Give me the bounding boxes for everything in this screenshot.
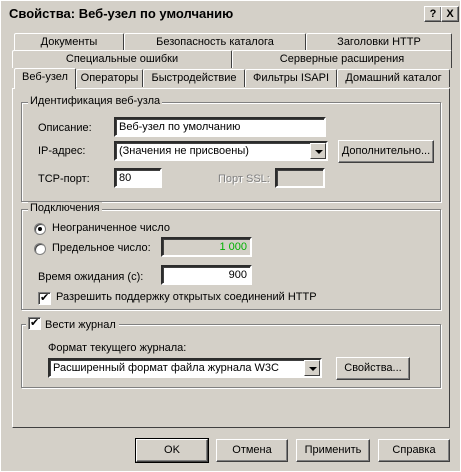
help-title-button[interactable]: ? bbox=[424, 6, 442, 22]
tab-performance[interactable]: Быстродействие bbox=[143, 69, 245, 87]
ip-address-label: IP-адрес: bbox=[38, 145, 86, 157]
description-label: Описание: bbox=[38, 122, 92, 134]
log-format-label: Формат текущего журнала: bbox=[48, 342, 187, 354]
apply-button[interactable]: Применить bbox=[296, 439, 370, 462]
log-properties-button[interactable]: Свойства... bbox=[336, 357, 410, 380]
ssl-port-label: Порт SSL: bbox=[218, 173, 270, 185]
ok-button[interactable]: OK bbox=[136, 439, 208, 462]
identification-legend: Идентификация веб-узла bbox=[30, 95, 161, 107]
keepalive-label: Разрешить поддержку открытых соединений HTTP bbox=[56, 291, 317, 303]
unlimited-label: Неограниченное число bbox=[52, 222, 170, 234]
cancel-button[interactable]: Отмена bbox=[216, 439, 288, 462]
connections-group bbox=[21, 202, 441, 310]
tab-server-extensions[interactable]: Серверные расширения bbox=[232, 50, 452, 68]
tab-documents[interactable]: Документы bbox=[14, 33, 124, 51]
help-button[interactable]: Справка bbox=[378, 439, 450, 462]
tab-home-directory[interactable]: Домашний каталог bbox=[337, 69, 450, 87]
limited-connections-input[interactable]: 1 000 bbox=[161, 237, 252, 257]
limited-radio[interactable] bbox=[34, 243, 46, 255]
keepalive-checkbox[interactable] bbox=[38, 292, 51, 305]
logging-group bbox=[21, 319, 441, 388]
tcp-port-input[interactable]: 80 bbox=[114, 168, 162, 188]
enable-logging-checkbox[interactable] bbox=[28, 317, 41, 330]
description-input[interactable]: Веб-узел по умолчанию bbox=[114, 117, 326, 137]
enable-logging-label: Вести журнал bbox=[45, 319, 116, 331]
close-title-button[interactable]: X bbox=[441, 6, 459, 22]
tab-custom-errors[interactable]: Специальные ошибки bbox=[12, 50, 232, 68]
logging-legend bbox=[26, 317, 119, 331]
chevron-down-icon[interactable] bbox=[304, 360, 320, 376]
log-format-value: Расширенный формат файла журнала W3C bbox=[53, 362, 279, 374]
unlimited-radio[interactable] bbox=[34, 223, 46, 235]
connections-legend: Подключения bbox=[30, 202, 100, 214]
tab-operators[interactable]: Операторы bbox=[76, 69, 143, 87]
window-title: Свойства: Веб-узел по умолчанию bbox=[9, 6, 234, 21]
tcp-port-label: TCP-порт: bbox=[38, 173, 90, 185]
limited-label: Предельное число: bbox=[52, 242, 151, 254]
ssl-port-input[interactable] bbox=[275, 168, 325, 188]
tab-http-headers[interactable]: Заголовки HTTP bbox=[306, 33, 452, 51]
timeout-label: Время ожидания (с): bbox=[38, 271, 144, 283]
identification-group bbox=[21, 95, 441, 202]
ip-address-value: (Значения не присвоены) bbox=[119, 145, 249, 157]
tab-website[interactable]: Веб-узел bbox=[14, 68, 76, 89]
timeout-input[interactable]: 900 bbox=[161, 265, 252, 285]
website-tab-panel bbox=[12, 88, 450, 428]
log-format-select[interactable] bbox=[48, 358, 322, 378]
tab-directory-security[interactable]: Безопасность каталога bbox=[124, 33, 306, 51]
title-bar bbox=[3, 3, 458, 25]
tab-isapi-filters[interactable]: Фильтры ISAPI bbox=[245, 69, 337, 87]
advanced-button[interactable]: Дополнительно... bbox=[338, 140, 434, 163]
chevron-down-icon[interactable] bbox=[310, 143, 326, 159]
ip-address-select[interactable] bbox=[114, 141, 328, 161]
